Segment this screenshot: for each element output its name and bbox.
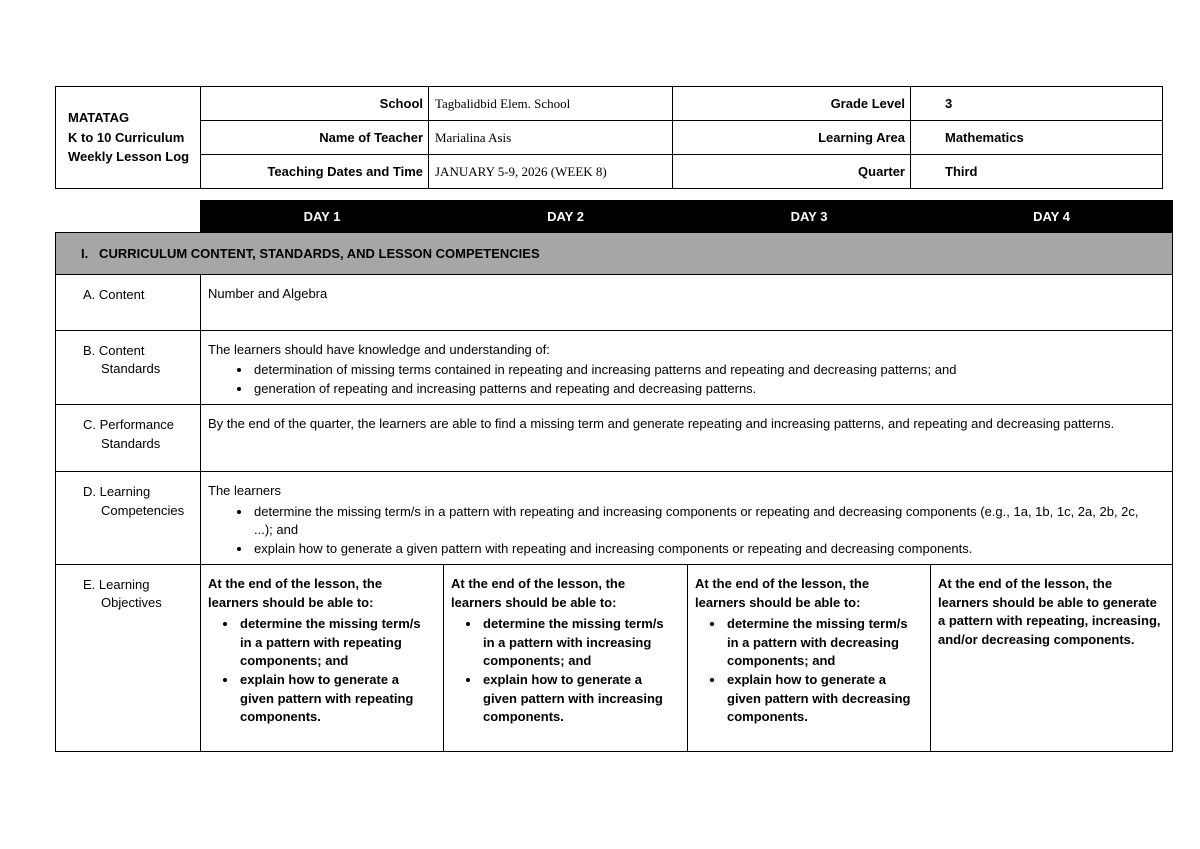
row-content-standards <box>56 331 1173 405</box>
row-learning-competencies <box>56 472 1173 565</box>
quarter-label: Quarter <box>673 155 911 189</box>
title-line-weekly-log: Weekly Lesson Log <box>68 149 190 165</box>
day-3-header: DAY 3 <box>688 201 931 233</box>
day-4-header: DAY 4 <box>931 201 1173 233</box>
day-header-row <box>56 201 1173 233</box>
bullet-item: • determine the missing term/s in a pattern with decreasing components; and <box>725 615 921 671</box>
row-performance-standards-value: By the end of the quarter, the learners are able to find a missing term and generate repeating and increasing patterns, and repeating and decreasing patterns. <box>201 405 1173 472</box>
day-1-header: DAY 1 <box>201 201 444 233</box>
grade-level-value: 3 <box>911 87 1163 121</box>
row-content <box>56 275 1173 331</box>
bullet-item: • determine the missing term/s in a pattern with increasing components; and <box>481 615 678 671</box>
bullet-item: • determine the missing term/s in a pattern with repeating and increasing components or repeating and decreasing components (e.g., 1a, 1b, 1c, 2a, 2b, 2c, ...); and <box>252 503 1160 540</box>
bullet-item: • explain how to generate a given pattern with decreasing components. <box>725 671 921 727</box>
teacher-label: Name of Teacher <box>201 121 429 155</box>
learning-competencies-intro: The learners <box>208 483 281 499</box>
objectives-day-2-intro: At the end of the lesson, the learners should be able to: <box>451 576 626 610</box>
row-learning-objectives-label: E. Learning Objectives <box>56 565 201 752</box>
day-header-spacer <box>56 201 201 233</box>
row-performance-standards <box>56 405 1173 472</box>
row-learning-competencies-label: D. Learning Competencies <box>56 472 201 565</box>
info-row-dates <box>56 155 1163 189</box>
learning-area-value: Mathematics <box>911 121 1163 155</box>
objectives-day-3 <box>688 565 931 752</box>
row-content-standards-label: B. Content Standards <box>56 331 201 405</box>
quarter-value: Third <box>911 155 1163 189</box>
learning-area-label: Learning Area <box>673 121 911 155</box>
row-content-standards-value <box>201 331 1173 405</box>
learning-competencies-bullets <box>208 503 1160 558</box>
content-standards-bullets <box>208 361 1160 398</box>
objectives-day-3-intro: At the end of the lesson, the learners should be able to: <box>695 576 870 610</box>
bullet-item: • explain how to generate a given pattern with repeating components. <box>238 671 434 727</box>
content-standards-intro: The learners should have knowledge and understanding of: <box>208 342 550 357</box>
row-learning-objectives <box>56 565 1173 752</box>
curriculum-title-block <box>56 87 201 189</box>
objectives-day-2-bullets <box>451 615 678 726</box>
title-line-matatag: MATATAG <box>68 110 130 126</box>
section-header-row <box>56 233 1173 275</box>
header-info-table <box>55 86 1163 189</box>
row-content-value: Number and Algebra <box>201 275 1173 331</box>
title-line-k-to-10: K to 10 Curriculum <box>68 129 185 145</box>
objectives-day-3-bullets <box>695 615 921 726</box>
lesson-content-table <box>55 200 1173 752</box>
objectives-day-1-intro: At the end of the lesson, the learners should be able to: <box>208 576 383 610</box>
grade-level-label: Grade Level <box>673 87 911 121</box>
section-1-title: I. CURRICULUM CONTENT, STANDARDS, AND LESSON COMPETENCIES <box>56 233 1173 275</box>
school-value: Tagbalidbid Elem. School <box>429 87 673 121</box>
info-row-school <box>56 87 1163 121</box>
objectives-day-4-intro: At the end of the lesson, the learners should be able to generate a pattern with repeating, increasing, and/or decreasing components. <box>938 576 1161 647</box>
row-content-label: A. Content <box>56 275 201 331</box>
teaching-dates-label: Teaching Dates and Time <box>201 155 429 189</box>
objectives-day-1 <box>201 565 444 752</box>
info-row-teacher <box>56 121 1163 155</box>
teacher-value: Marialina Asis <box>429 121 673 155</box>
objectives-day-2 <box>444 565 688 752</box>
row-performance-standards-label: C. Performance Standards <box>56 405 201 472</box>
school-label: School <box>201 87 429 121</box>
row-learning-competencies-value <box>201 472 1173 565</box>
bullet-item: • determine the missing term/s in a pattern with repeating components; and <box>238 615 434 671</box>
objectives-day-4 <box>931 565 1173 752</box>
bullet-item: • explain how to generate a given pattern with repeating and increasing components or repeating and decreasing components. <box>252 540 1160 558</box>
bullet-item: • explain how to generate a given pattern with increasing components. <box>481 671 678 727</box>
objectives-day-1-bullets <box>208 615 434 726</box>
day-2-header: DAY 2 <box>444 201 688 233</box>
teaching-dates-value: JANUARY 5-9, 2026 (WEEK 8) <box>429 155 673 189</box>
bullet-item: • generation of repeating and increasing patterns and repeating and decreasing patterns. <box>252 380 1160 398</box>
bullet-item: • determination of missing terms contained in repeating and increasing patterns and repeating and decreasing patterns; and <box>252 361 1160 379</box>
